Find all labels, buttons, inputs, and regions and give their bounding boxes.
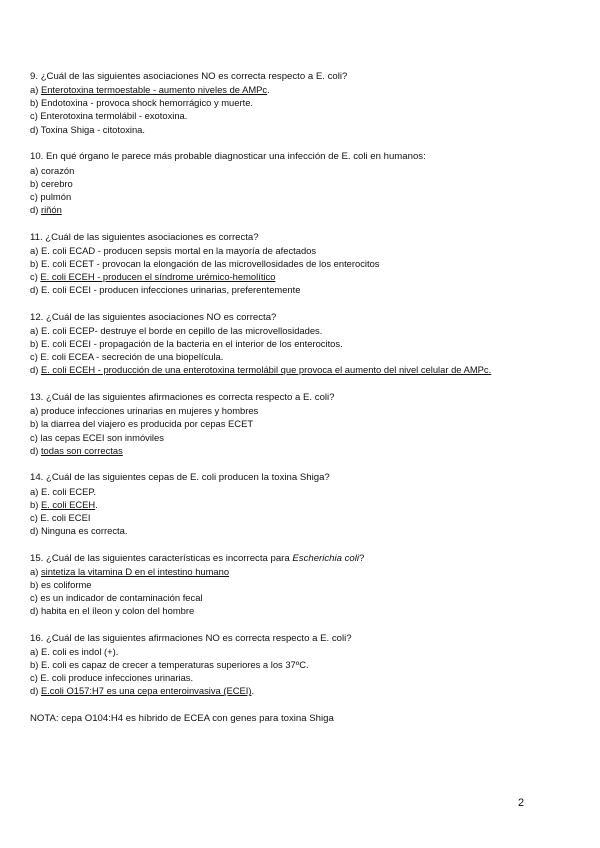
correct-answer-text: E. coli ECEH - producción de una enterotoxina termolábil que provoca el aumento del nivel celular de AMPc. [40,364,492,376]
answer-option [30,511,575,524]
question-block [30,632,575,698]
option-trailing-punctuation: . [95,498,98,510]
question-stem: ¿Cuál de las siguientes afirmaciones es correcta respecto a E. coli? [46,392,335,404]
answer-option [30,190,575,203]
answer-option [30,431,575,444]
question-block [30,471,575,537]
answer-option [30,96,575,109]
option-label: a) [30,485,39,497]
option-trailing-punctuation: . [251,685,255,697]
question-stem: ¿Cuál de las siguientes afirmaciones NO es correcta respecto a E. coli? [46,632,352,644]
correct-answer-text: riñón [40,203,62,215]
option-label: a) [30,405,39,417]
answer-option [30,203,575,216]
option-label: b) [30,338,39,350]
answer-option [30,350,575,363]
option-text: E. coli ECEP- destruye el borde en cepillo de las microvellosidades. [40,325,323,337]
question-number: 13. [30,392,44,404]
question-stem-end: ? [359,552,365,564]
option-label: b) [30,578,39,590]
option-label: a) [30,325,39,337]
option-label: d) [30,685,39,697]
answer-option [30,283,575,296]
option-label: b) [30,257,39,269]
option-text: E. coli es indol (+). [40,646,119,658]
answer-option [30,578,575,591]
answer-option [30,684,575,697]
option-label: b) [30,659,39,671]
option-label: c) [30,511,38,523]
correct-answer-text: E. coli ECEH [40,498,96,510]
option-label: a) [30,164,39,176]
option-label: b) [30,97,39,109]
option-text: es coliforme [40,578,92,590]
option-text: E. coli ECEA - secreción de una biopelícula. [40,351,224,363]
option-text: Toxina Shiga - citotoxina. [40,123,146,135]
question-list [30,70,575,698]
answer-option [30,270,575,283]
option-label: c) [30,190,38,202]
question-text [30,150,575,163]
answer-option [30,324,575,337]
answer-option [30,164,575,177]
question-number: 14. [30,472,44,484]
answer-option [30,417,575,430]
answer-option [30,645,575,658]
answer-option [30,177,575,190]
question-text [30,552,575,565]
option-label: d) [30,123,39,135]
species-name: Escherichia coli [292,552,360,564]
question-stem: ¿Cuál de las siguientes asociaciones NO es correcta? [46,311,277,323]
question-text [30,231,575,244]
answer-option [30,257,575,270]
page-number: 2 [518,797,525,809]
question-number: 11. [30,231,43,243]
question-block [30,552,575,618]
note-text: NOTA: cepa O104:H4 es híbrido de ECEA con genes para toxina Shiga [30,713,334,725]
question-block [30,150,575,216]
question-stem: ¿Cuál de las siguientes asociaciones es correcta? [45,231,259,243]
option-text: habita en el íleon y colon del hombre [40,605,195,617]
option-label: d) [30,364,39,376]
option-text: E. coli ECAD - producen sepsis mortal en la mayoría de afectados [40,244,317,256]
option-label: c) [30,672,38,684]
answer-option [30,244,575,257]
answer-option [30,498,575,511]
option-label: d) [30,444,39,456]
option-text: Ninguna es correcta. [40,524,128,536]
answer-option [30,337,575,350]
option-label: a) [30,646,39,658]
question-stem: ¿Cuál de las siguientes características es incorrecta para [46,552,293,564]
question-text [30,391,575,404]
answer-option [30,109,575,122]
option-text: corazón [40,164,75,176]
option-text: la diarrea del viajero es producida por cepas ECET [40,418,254,430]
question-text [30,70,575,83]
question-number: 10. [30,151,44,163]
option-label: c) [30,271,38,283]
option-text: E. coli es capaz de crecer a temperaturas superiores a los 37ºC. [40,659,309,671]
option-label: c) [30,351,38,363]
option-text: cerebro [40,177,73,189]
question-block [30,231,575,297]
option-text: E. coli ECEI [40,511,91,523]
answer-option [30,671,575,684]
option-label: d) [30,524,39,536]
answer-option [30,404,575,417]
question-number: 15. [30,552,44,564]
option-label: b) [30,418,39,430]
answer-option [30,658,575,671]
question-number: 9. [30,71,39,82]
question-block [30,311,575,377]
question-text [30,311,575,324]
correct-answer-text: sintetiza la vitamina D en el intestino humano [40,565,230,577]
option-label: d) [30,203,39,215]
option-label: c) [30,431,38,443]
question-stem: ¿Cuál de las siguientes asociaciones NO es correcta respecto a E. coli? [40,71,348,82]
option-text: Enterotoxina termolábil - exotoxina. [40,110,188,122]
option-label: c) [30,110,38,122]
answer-option [30,565,575,578]
question-number: 12. [30,311,44,323]
answer-option [30,363,575,376]
option-trailing-punctuation: . [267,84,270,96]
option-text: es un indicador de contaminación fecal [40,592,203,604]
correct-answer-text: E. coli ECEH - producen el síndrome urémico-hemolítico [40,271,276,283]
answer-option [30,485,575,498]
correct-answer-text: Enterotoxina termoestable - aumento niveles de AMPc [40,84,268,96]
question-number: 16. [30,632,44,644]
option-text: Endotoxina - provoca shock hemorrágico y muerte. [40,97,254,109]
option-text: pulmón [40,190,72,202]
answer-option [30,524,575,537]
document-page [30,70,575,725]
option-text: las cepas ECEI son inmóviles [40,431,164,443]
answer-option [30,83,575,96]
option-label: c) [30,592,38,604]
answer-option [30,591,575,604]
option-label: a) [30,244,39,256]
question-block [30,391,575,457]
correct-answer-text: todas son correctas [40,444,123,456]
option-label: b) [30,498,39,510]
option-label: d) [30,284,39,296]
option-label: b) [30,177,39,189]
option-text: E. coli ECEP. [40,485,97,497]
option-label: a) [30,565,39,577]
option-text: E. coli ECET - provocan la elongación de las microvellosidades de los enterocitos [40,257,380,269]
answer-option [30,123,575,136]
option-label: a) [30,84,39,96]
answer-option [30,444,575,457]
question-text [30,471,575,484]
question-stem: En qué órgano le parece más probable diagnosticar una infección de E. coli en humanos: [46,151,426,163]
option-text: E. coli ECEI - producen infecciones urinarias, preferentemente [40,284,301,296]
option-text: E. coli ECEI - propagación de la bacteria en el interior de los enterocitos. [40,338,343,350]
correct-answer-text: E.coli O157:H7 es una cepa enteroinvasiva (ECEI) [40,685,252,697]
question-stem: ¿Cuál de las siguientes cepas de E. coli producen la toxina Shiga? [46,472,330,484]
answer-option [30,604,575,617]
option-label: d) [30,605,39,617]
option-text: E. coli produce infecciones urinarias. [40,672,194,684]
option-text: produce infecciones urinarias en mujeres y hombres [40,405,259,417]
question-text [30,632,575,645]
question-block [30,70,575,136]
